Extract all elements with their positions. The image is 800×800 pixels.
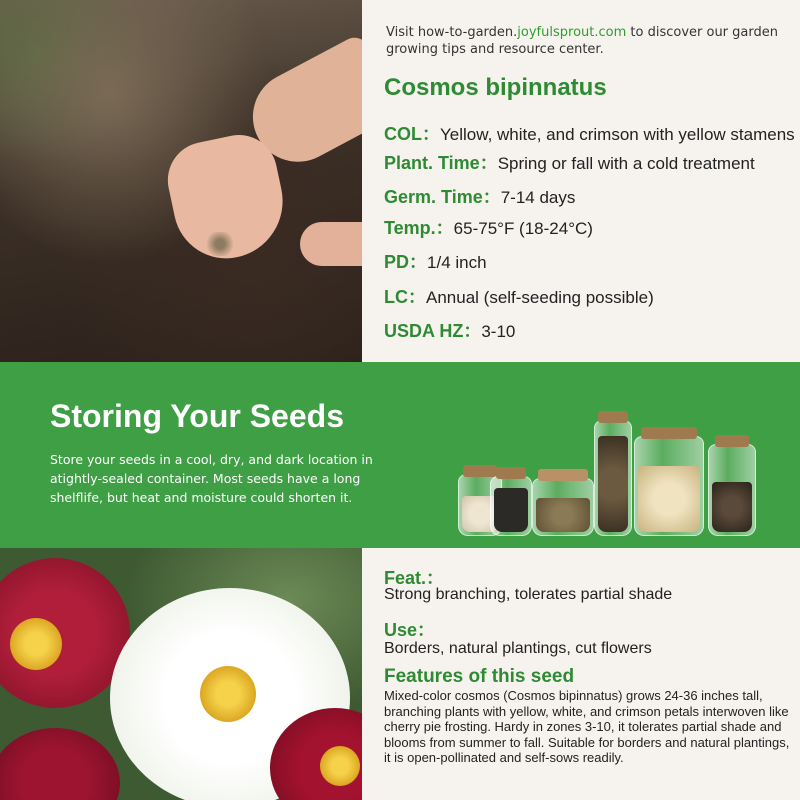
- crimson-flower-right-center: [320, 746, 360, 786]
- info-row-pd: [384, 248, 487, 274]
- seed-features-panel: [362, 548, 800, 800]
- use-heading: Use：: [384, 620, 436, 640]
- info-key: COL：: [384, 124, 440, 144]
- jar-seeds: [638, 466, 700, 532]
- info-key: PD：: [384, 252, 428, 272]
- features-description: Mixed-color cosmos (Cosmos bipinnatus) grows 24-36 inches tall, branching plants with yellow, white, and crimson petals interwoven like cherry pie frosting. Hardy in zones 3-10, it tolerates partial shade and blooms from summer to fall. Suitable for borders and natural plantings, it is open-pollinated and self-sows readily.: [384, 688, 790, 766]
- info-key: Germ. Time：: [384, 187, 501, 207]
- storage-title: Storing Your Seeds: [50, 398, 344, 434]
- info-value: 65-75°F (18-24°C): [453, 219, 593, 238]
- jar-cork: [463, 465, 497, 477]
- use-text: Borders, natural plantings, cut flowers: [384, 640, 652, 657]
- info-key: Temp.：: [384, 218, 454, 238]
- seed-jar: [532, 478, 594, 536]
- info-row-lc: [384, 283, 654, 309]
- info-value: 3-10: [481, 322, 516, 341]
- jar-seeds: [598, 436, 628, 532]
- falling-seeds: [200, 232, 240, 256]
- info-value: Annual (self-seeding possible): [426, 288, 654, 307]
- white-flower-center: [200, 666, 256, 722]
- storage-banner: [0, 362, 800, 548]
- info-row-temp: [384, 214, 593, 240]
- jar-seeds: [494, 488, 528, 532]
- info-value: 1/4 inch: [427, 253, 487, 272]
- jar-seeds: [536, 498, 590, 532]
- seed-jar: [594, 420, 632, 536]
- crimson-flower-center: [10, 618, 62, 670]
- second-hand-shape: [300, 222, 362, 266]
- cosmos-flower-photo: [0, 548, 362, 800]
- seed-jar: [490, 476, 532, 536]
- website-link[interactable]: joyfulsprout.com: [517, 25, 627, 40]
- jar-cork: [641, 427, 697, 439]
- info-row-col: [384, 120, 795, 146]
- jar-cork: [496, 467, 526, 479]
- feat-heading: Feat.：: [384, 568, 445, 588]
- soil-planting-photo: [0, 0, 362, 362]
- info-value: Spring or fall with a cold treatment: [497, 154, 755, 173]
- crimson-flower-bottom: [0, 728, 120, 800]
- info-key: Plant. Time：: [384, 153, 498, 173]
- info-row-usda-hz: [384, 317, 515, 343]
- plant-title: Cosmos bipinnatus: [384, 74, 607, 101]
- info-row-plant-time: [384, 149, 755, 175]
- seed-jars-illustration: [452, 386, 762, 536]
- storage-text: Store your seeds in a cool, dry, and dark location in atightly-sealed container. Most seeds have a long shelflife, but heat and moisture could shorten it.: [50, 452, 373, 505]
- info-value: 7-14 days: [500, 188, 576, 207]
- visit-prefix: Visit how-to-garden.: [386, 25, 518, 40]
- jar-cork: [715, 435, 749, 447]
- info-key: USDA HZ：: [384, 321, 482, 341]
- jar-seeds: [712, 482, 752, 532]
- seed-jar: [708, 444, 756, 536]
- features-heading: Features of this seed: [384, 666, 575, 687]
- seed-jar: [634, 436, 704, 536]
- visit-suffix: to discover our garden growing tips and resource center.: [386, 25, 778, 57]
- top-section: [0, 0, 800, 362]
- info-row-germ-time: [384, 183, 575, 209]
- jar-cork: [598, 411, 628, 423]
- info-value: Yellow, white, and crimson with yellow stamens: [440, 125, 795, 144]
- feat-text: Strong branching, tolerates partial shade: [384, 586, 673, 603]
- info-key: LC：: [384, 287, 426, 307]
- visit-note: [386, 24, 796, 58]
- plant-info-panel: [362, 0, 800, 362]
- jar-cork: [538, 469, 588, 481]
